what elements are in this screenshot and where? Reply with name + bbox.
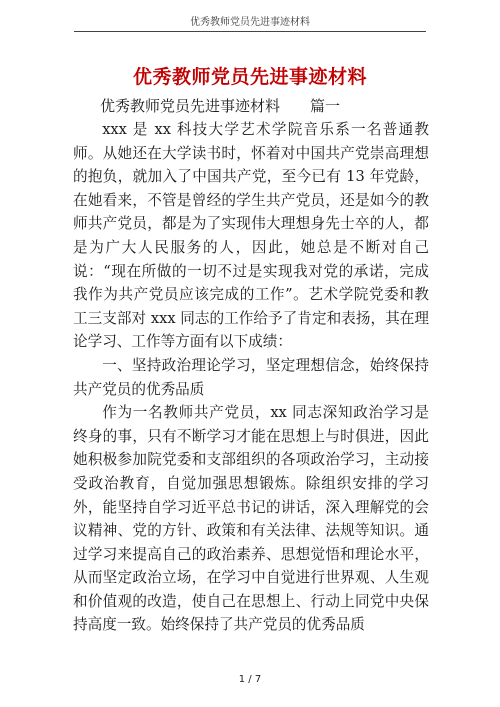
paragraph-section-1: 作为一名教师共产党员，xx 同志深知政治学习是终身的事，只有不断学习才能在思想上与时俱进，因此她积极参加院党委和支部组织的各项政治学习，主动接受政治教育，自觉加强思想锻炼。除组织安排的学习外，能坚持自学习近平总书记的讲话，深入理解党的会议精神、党的方针、政策和有关法律、法规等知识。通过学习来提高自己的政治素养、思想觉悟和理论水平，从而坚定政治立场，在学习中自觉进行世界观、人生观和价值观的改造，使自己在思想上、行动上同党中央保持高度一致。始终保持了共产党员的优秀品质 (73, 404, 429, 634)
header-divider (74, 31, 426, 32)
page-number: 1 / 7 (238, 674, 262, 685)
document-subtitle: 优秀教师党员先进事迹材料 篇一 (100, 97, 341, 115)
section-heading-1: 一、坚持政治理论学习，坚定理想信念，始终保持共产党员的优秀品质 (73, 356, 429, 398)
document-body (73, 118, 429, 637)
running-header: 优秀教师党员先进事迹材料 (190, 17, 310, 28)
paragraph-intro: xxx 是 xx 科技大学艺术学院音乐系一名普通教师。从她还在大学读书时，怀着对中国共产党崇高理想的抱负，就加入了中国共产党，至今已有 13 年党龄，在她看来，不管是曾经的学生共产党员，还是如今的教师共产党员，都是为了实现伟大理想身先士卒的人，都是为广大人民服务的人，因此，她总是不断对自己说：“现在所做的一切不过是实现我对党的承诺，完成我作为共产党员应该完成的工作”。艺术学院党委和教工三支部对 xxx 同志的工作给予了肯定和表扬，其在理论学习、工作等方面有以下成绩： (73, 121, 429, 351)
document-title: 优秀教师党员先进事迹材料 (132, 66, 367, 88)
